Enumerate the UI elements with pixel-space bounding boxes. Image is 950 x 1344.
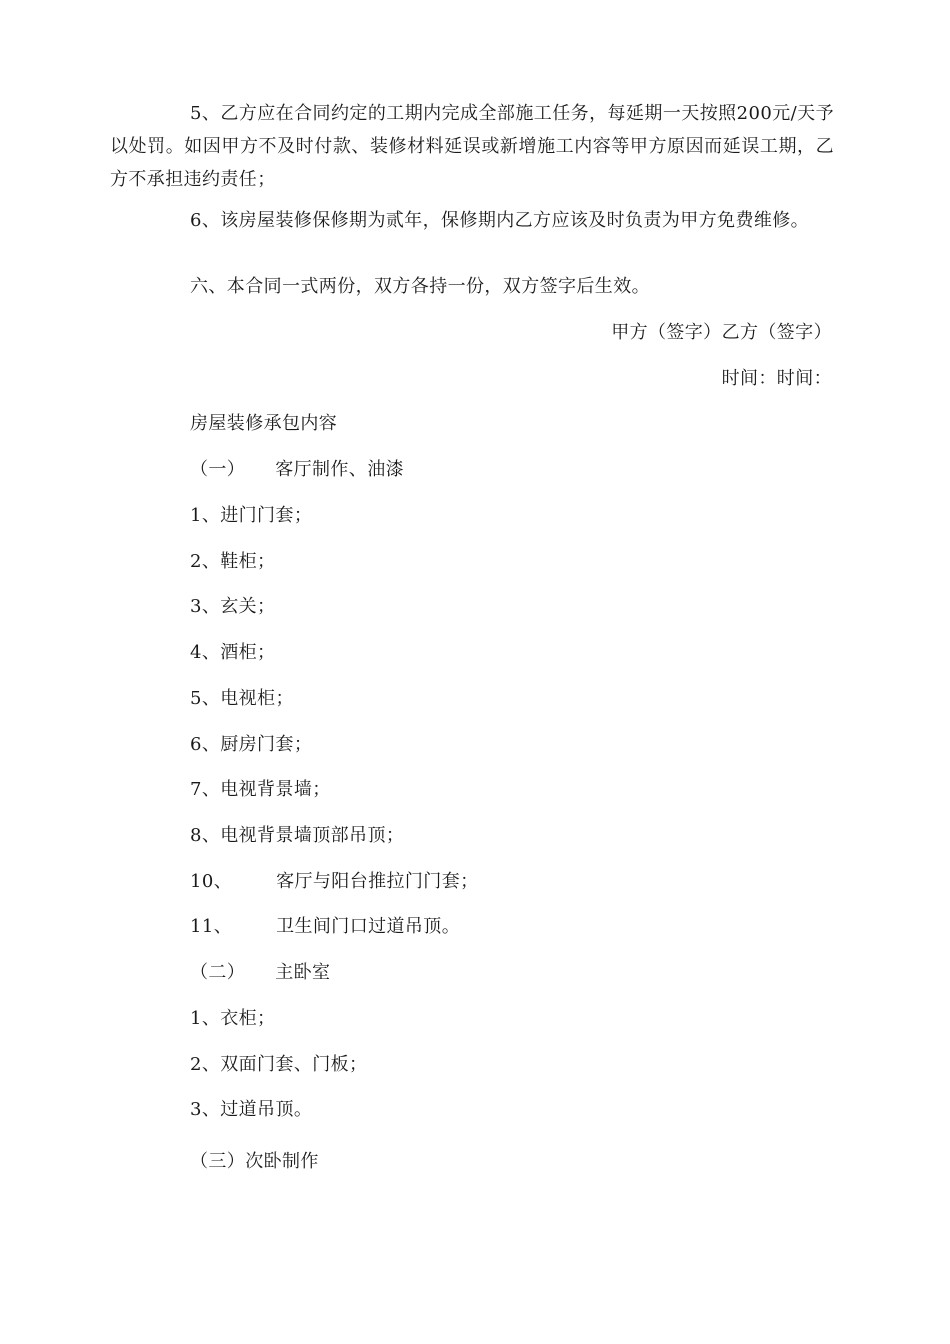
list-item: 8、电视背景墙顶部吊顶； [190, 825, 405, 846]
section-1-heading [190, 458, 404, 482]
list-item: 2、双面门套、门板； [190, 1054, 368, 1075]
section-2-number: （二） [190, 962, 246, 983]
list-item: 3、过道吊顶。 [190, 1099, 313, 1120]
section-3-heading: （三）次卧制作 [190, 1151, 319, 1172]
list-item-text: 卫生间门口过道吊顶。 [276, 916, 461, 937]
section-1-number: （一） [190, 459, 246, 480]
list-item: 1、进门门套； [190, 505, 313, 526]
list-item-11 [190, 915, 460, 939]
list-item: 7、电视背景墙； [190, 779, 331, 800]
list-item: 2、鞋柜； [190, 551, 276, 572]
list-item-number: 11、 [190, 916, 233, 937]
list-item: 4、酒柜； [190, 642, 276, 663]
content-title: 房屋装修承包内容 [190, 413, 338, 434]
list-item: 5、电视柜； [190, 688, 294, 709]
paragraph-item-5: 5、乙方应在合同约定的工期内完成全部施工任务，每延期一天按照200元/天予以处罚。如因甲方不及时付款、装修材料延误或新增施工内容等甲方原因而延误工期，乙方不承担违约责任； [110, 103, 834, 190]
list-item: 3、玄关； [190, 596, 276, 617]
list-item-10 [190, 870, 479, 894]
list-item: 6、厨房门套； [190, 734, 313, 755]
paragraph-item-6: 6、该房屋装修保修期为贰年，保修期内乙方应该及时负责为甲方免费维修。 [190, 210, 810, 231]
list-item-text: 客厅与阳台推拉门门套； [276, 871, 479, 892]
paragraph-clause-six: 六、本合同一式两份，双方各持一份，双方签字后生效。 [190, 276, 650, 297]
section-2-heading [190, 961, 330, 985]
signature-parties: 甲方（签字）乙方（签字） [611, 322, 832, 343]
section-1-title: 客厅制作、油漆 [275, 459, 405, 480]
signature-time: 时间：时间： [721, 368, 832, 389]
list-item: 1、衣柜； [190, 1008, 276, 1029]
list-item-number: 10、 [190, 871, 233, 892]
section-2-title: 主卧室 [275, 962, 331, 983]
